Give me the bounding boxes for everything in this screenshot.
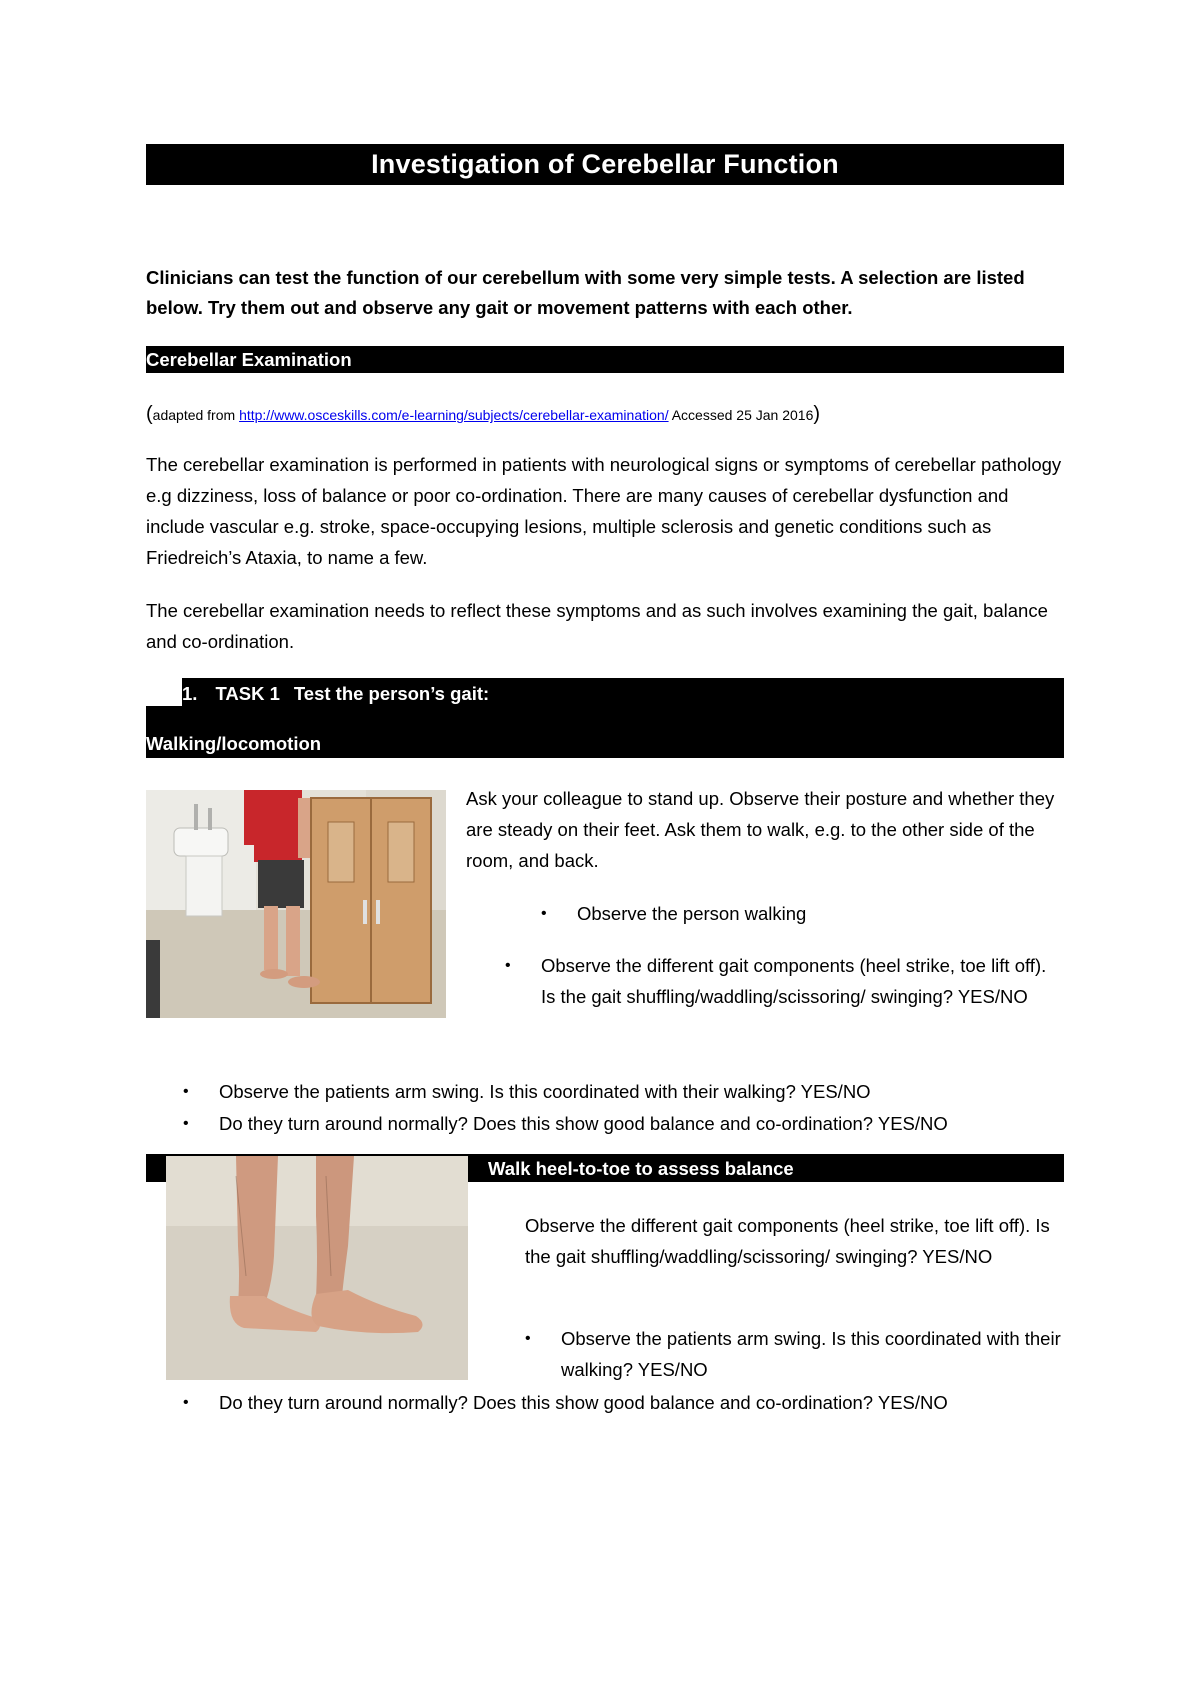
bullet-dot: • <box>541 905 547 922</box>
bullet-dot: • <box>505 957 511 974</box>
close-paren: ) <box>813 403 821 425</box>
heel-to-toe-photo-image <box>166 1156 468 1380</box>
task1-label: TASK 1 <box>215 683 280 704</box>
heel-to-toe-heading: Walk heel-to-toe to assess balance <box>488 1158 794 1179</box>
bullet-dot: • <box>525 1330 531 1347</box>
task1-number: 1. <box>182 683 198 704</box>
source-accessed: Accessed 25 Jan 2016 <box>668 407 814 423</box>
task1-heading <box>146 680 489 708</box>
walking-photo-image <box>146 790 446 1018</box>
source-link[interactable]: http://www.osceskills.com/e-learning/subjects/cerebellar-examination/ <box>239 407 669 423</box>
bullet-text: Do they turn around normally? Does this show good balance and co-ordination? YES/NO <box>219 1113 948 1134</box>
intro-paragraph: Clinicians can test the function of our cerebellum with some very simple tests. A selection are listed below. Try them out and observe any gait or movement patterns with each other. <box>146 267 1025 318</box>
task1-heading-bar <box>146 678 1064 758</box>
bullet-dot: • <box>183 1083 189 1100</box>
bullet-text: Observe the different gait components (heel strike, toe lift off). Is the gait shuffling/waddling/scissoring/ swinging? YES/NO <box>541 955 1047 1007</box>
task1-subheading: Walking/locomotion <box>146 733 322 754</box>
heel-to-toe-photo <box>166 1156 468 1380</box>
bullet-text: Do they turn around normally? Does this show good balance and co-ordination? YES/NO <box>219 1392 948 1413</box>
body-paragraph-2: The cerebellar examination needs to reflect these symptoms and as such involves examining the gait, balance and co-ordination. <box>146 600 1048 652</box>
heel-to-toe-text: Observe the different gait components (heel strike, toe lift off). Is the gait shuffling/waddling/scissoring/ swinging? YES/NO <box>525 1215 1050 1267</box>
heel-toe-bullet-arm-swing <box>525 1323 1065 1385</box>
body-paragraph-1: The cerebellar examination is performed in patients with neurological signs or symptoms of cerebellar pathology e.g dizziness, loss of balance or poor co-ordination. There are many causes of cerebellar dysfunction and include vascular e.g. stroke, space-occupying lesions, multiple sclerosis and genetic conditions such as Friedreich’s Ataxia, to name a few. <box>146 454 1062 568</box>
section-heading-cerebellar-examination: Cerebellar Examination <box>146 346 1064 373</box>
open-paren: ( <box>146 403 153 425</box>
source-prefix: adapted from <box>152 407 240 423</box>
bullet-text: Observe the person walking <box>577 903 807 924</box>
task1-title: Test the person’s gait: <box>293 683 490 704</box>
task1-instruction: Ask your colleague to stand up. Observe their posture and whether they are steady on their feet. Ask them to walk, e.g. to the other side of the room, and back. <box>466 788 1055 871</box>
walking-photo <box>146 790 446 1018</box>
bullet-dot: • <box>183 1115 189 1132</box>
page-title: Investigation of Cerebellar Function <box>146 144 1064 185</box>
bullet-dot: • <box>183 1394 189 1411</box>
task1-bullet-turn-around <box>183 1108 1063 1139</box>
task1-bullet-gait-components <box>505 950 1065 1012</box>
source-citation <box>146 403 1064 426</box>
task1-bullet-arm-swing <box>183 1076 1063 1107</box>
bullet-text: Observe the patients arm swing. Is this coordinated with their walking? YES/NO <box>219 1081 871 1102</box>
bullet-text: Observe the patients arm swing. Is this coordinated with their walking? YES/NO <box>561 1328 1061 1380</box>
task1-bullet-observe-walking <box>541 898 1061 929</box>
heel-toe-bullet-turn-around <box>183 1387 1063 1418</box>
